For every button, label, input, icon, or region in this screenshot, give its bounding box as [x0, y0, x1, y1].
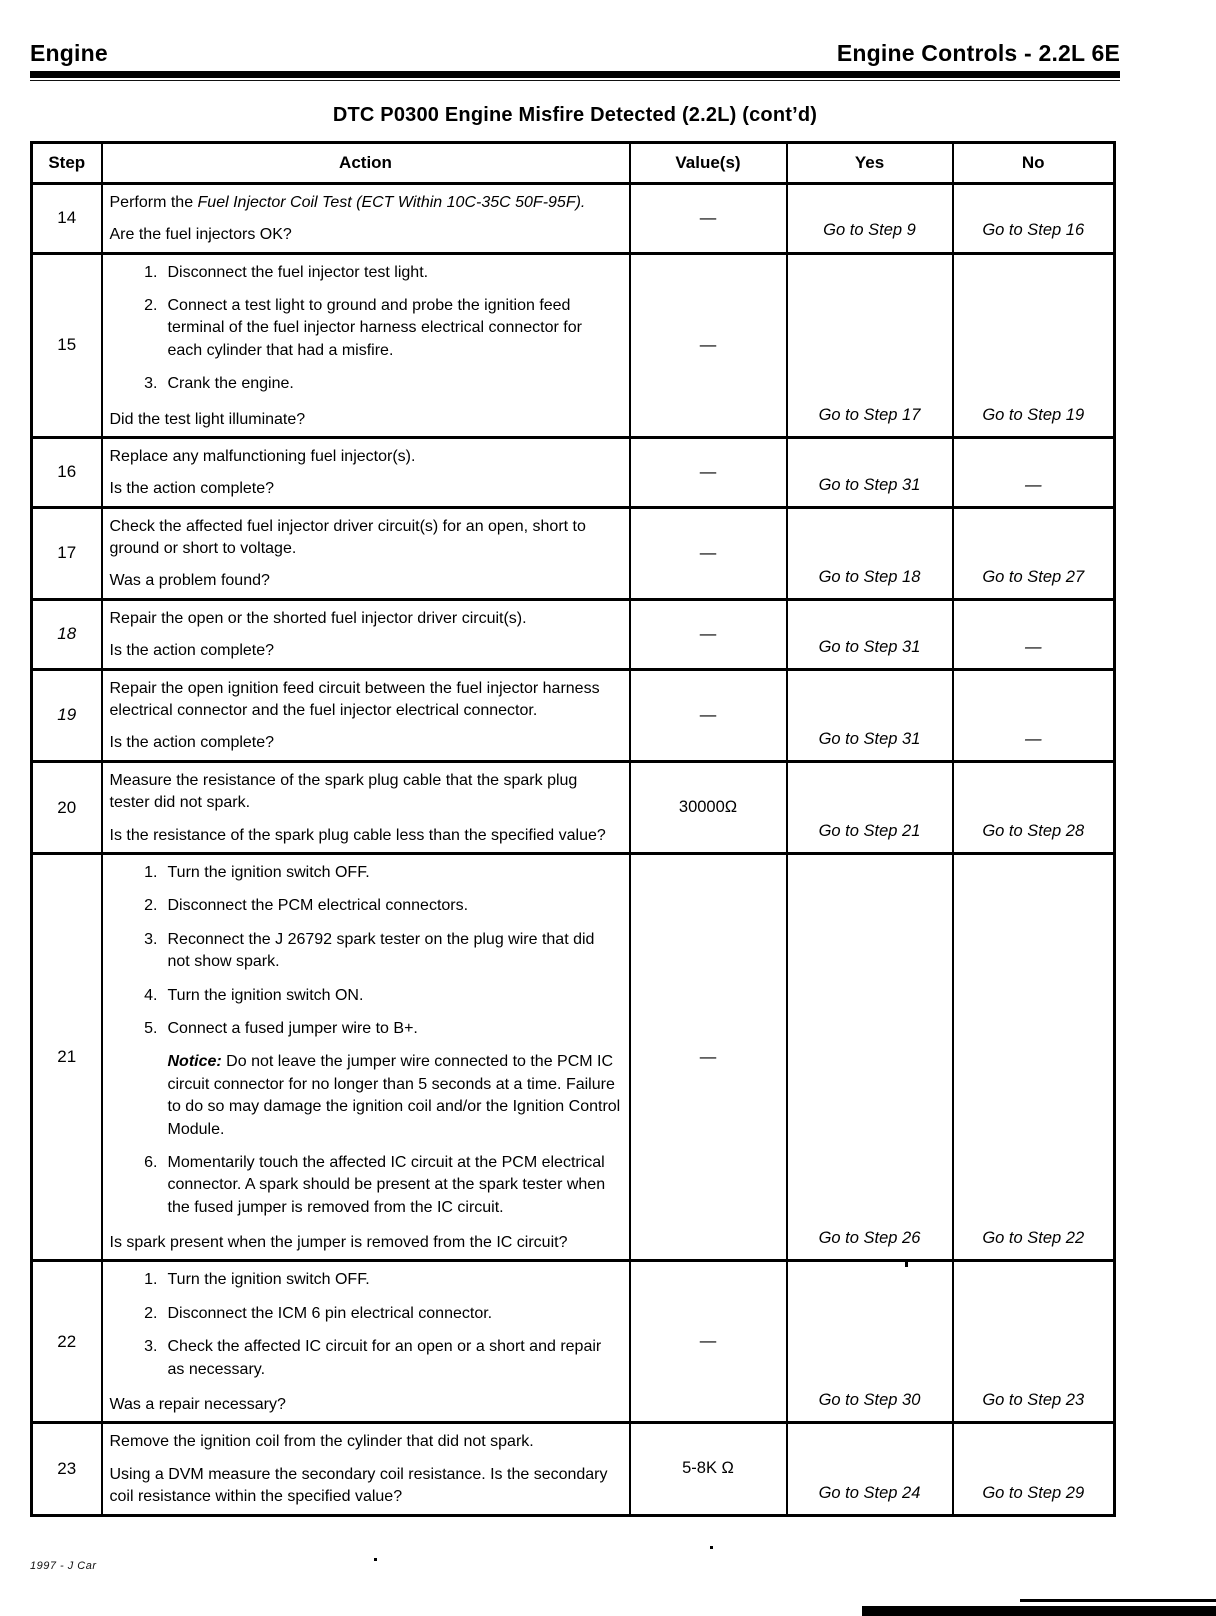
- action-list-item: [110, 1018, 621, 1040]
- value-cell: —: [630, 183, 787, 253]
- list-item-text: Disconnect the PCM electrical connectors.: [167, 897, 469, 915]
- action-cell: [102, 854, 630, 1261]
- step-number: 22: [32, 1261, 102, 1423]
- page-footer-text: 1997 - J Car: [30, 1560, 97, 1572]
- action-content: [103, 671, 629, 760]
- table-row: [32, 507, 1115, 599]
- table-row: [32, 1423, 1115, 1515]
- action-paragraph: Perform the Fuel Injector Coil Test (ECT Within 10C-35C 50F-95F).: [109, 193, 586, 211]
- no-cell: Go to Step 23: [953, 1261, 1115, 1423]
- action-list-item: [110, 1336, 621, 1381]
- list-item-text: Disconnect the ICM 6 pin electrical connector.: [167, 1304, 493, 1322]
- notice-label: Notice:: [167, 1053, 222, 1071]
- action-content: [103, 509, 629, 598]
- action-cell: [102, 1261, 630, 1423]
- no-cell: Go to Step 29: [953, 1423, 1115, 1515]
- no-cell: Go to Step 27: [953, 507, 1115, 599]
- action-question: Did the test light illuminate?: [109, 410, 306, 428]
- value-cell: —: [630, 253, 787, 437]
- action-question: Is the action complete?: [109, 480, 275, 498]
- scan-edge-line: [1020, 1599, 1216, 1602]
- action-list-item: [110, 1303, 621, 1325]
- action-paragraph: Repair the open ignition feed circuit between the fuel injector harness electrical connector and the fuel injector electrical connector.: [109, 679, 600, 720]
- diagnostic-table: [30, 141, 1116, 1517]
- list-item-text: Reconnect the J 26792 spark tester on the plug wire that did not show spark.: [167, 930, 595, 971]
- yes-cell: Go to Step 9: [787, 183, 953, 253]
- action-cell: [102, 761, 630, 853]
- yes-cell: Go to Step 24: [787, 1423, 953, 1515]
- col-header-no: No: [953, 143, 1115, 184]
- no-cell: Go to Step 28: [953, 761, 1115, 853]
- value-cell: —: [630, 1261, 787, 1423]
- step-number: 16: [32, 437, 102, 507]
- action-list-item: [110, 1269, 621, 1291]
- action-cell: [102, 599, 630, 669]
- header-rule: [30, 71, 1120, 78]
- step-number: 17: [32, 507, 102, 599]
- action-list-item: [110, 895, 621, 917]
- action-paragraph-italic: Fuel Injector Coil Test (ECT Within 10C-35C 50F-95F).: [197, 193, 586, 211]
- value-cell: —: [630, 854, 787, 1261]
- action-paragraph: Replace any malfunctioning fuel injector(s).: [109, 447, 416, 465]
- list-item-text: Crank the engine.: [167, 375, 294, 393]
- list-item-number: 5.: [144, 1019, 158, 1037]
- no-cell: —: [953, 599, 1115, 669]
- table-row: [32, 854, 1115, 1261]
- list-item-number: 2.: [144, 897, 158, 915]
- table-row: [32, 183, 1115, 253]
- list-item-text: Turn the ignition switch OFF.: [167, 1271, 370, 1289]
- action-paragraph: Remove the ignition coil from the cylinder that did not spark.: [109, 1433, 534, 1451]
- value-cell: —: [630, 669, 787, 761]
- yes-cell: Go to Step 21: [787, 761, 953, 853]
- action-list-item: [110, 929, 621, 974]
- action-paragraph: Repair the open or the shorted fuel injector driver circuit(s).: [109, 609, 527, 627]
- no-cell: Go to Step 16: [953, 183, 1115, 253]
- action-paragraph: Measure the resistance of the spark plug cable that the spark plug tester did not spark.: [109, 771, 578, 812]
- action-cell: [102, 669, 630, 761]
- action-cell: [102, 507, 630, 599]
- list-item-text: Check the affected IC circuit for an open or a short and repair as necessary.: [167, 1338, 602, 1378]
- action-question: Is the action complete?: [109, 642, 275, 660]
- scan-speck: [905, 1261, 908, 1267]
- step-number: 23: [32, 1423, 102, 1515]
- action-list-item: [110, 295, 621, 362]
- table-title: DTC P0300 Engine Misfire Detected (2.2L) (cont’d): [332, 104, 818, 126]
- action-question: Is spark present when the jumper is removed from the IC circuit?: [109, 1234, 568, 1252]
- no-cell: —: [953, 437, 1115, 507]
- notice-paragraph: Notice: Do not leave the jumper wire connected to the PCM IC circuit connector for no longer than 5 seconds at a time. Failure to do so may damage the ignition coil and/or the Ignition Control Module.: [167, 1053, 621, 1138]
- step-number: 14: [32, 183, 102, 253]
- table-header-row: [32, 143, 1115, 184]
- action-cell: [102, 1423, 630, 1515]
- list-item-number: 3.: [144, 375, 158, 393]
- scan-speck: [374, 1558, 377, 1561]
- value-cell: 5-8K Ω: [630, 1423, 787, 1515]
- yes-cell: Go to Step 31: [787, 599, 953, 669]
- value-cell: —: [630, 599, 787, 669]
- no-cell: Go to Step 22: [953, 854, 1115, 1261]
- yes-cell: Go to Step 26: [787, 854, 953, 1261]
- action-question: Is the action complete?: [109, 734, 275, 752]
- no-cell: —: [953, 669, 1115, 761]
- step-number: 19: [32, 669, 102, 761]
- list-item-number: 6.: [144, 1153, 158, 1171]
- action-paragraph: Check the affected fuel injector driver circuit(s) for an open, short to ground or short to voltage.: [109, 517, 586, 558]
- table-row: [32, 437, 1115, 507]
- list-item-number: 1.: [144, 864, 158, 881]
- list-item-number: 3.: [144, 930, 158, 948]
- table-row: [32, 761, 1115, 853]
- step-number: 15: [32, 253, 102, 437]
- action-question: Is the resistance of the spark plug cable less than the specified value?: [109, 826, 606, 844]
- action-list-item: [110, 262, 621, 284]
- value-cell: —: [630, 437, 787, 507]
- col-header-step: Step: [32, 143, 102, 184]
- action-question: Was a repair necessary?: [109, 1396, 286, 1414]
- action-content: [103, 1424, 629, 1513]
- action-content: [103, 255, 629, 436]
- action-list-item: [110, 1152, 621, 1219]
- step-number: 21: [32, 854, 102, 1261]
- table-row: [32, 253, 1115, 437]
- action-content: [103, 185, 629, 252]
- action-question: Was a problem found?: [109, 572, 270, 590]
- list-item-number: 1.: [144, 1271, 158, 1289]
- list-item-number: 2.: [144, 1304, 158, 1322]
- action-cell: [102, 253, 630, 437]
- list-item-number: 1.: [144, 263, 158, 281]
- action-content: [103, 439, 629, 506]
- col-header-yes: Yes: [787, 143, 953, 184]
- action-question: Using a DVM measure the secondary coil resistance. Is the secondary coil resistance within the specified value?: [109, 1465, 608, 1506]
- value-cell: 30000Ω: [630, 761, 787, 853]
- action-list-item: [110, 373, 621, 395]
- yes-cell: Go to Step 31: [787, 669, 953, 761]
- action-list-item: [110, 985, 621, 1007]
- action-content: [103, 1262, 629, 1421]
- page-header: [30, 0, 1120, 67]
- table-row: [32, 1261, 1115, 1423]
- list-item-number: 4.: [144, 986, 158, 1004]
- col-header-values: Value(s): [630, 143, 787, 184]
- action-list-item: [110, 862, 621, 884]
- header-section-label: Engine: [30, 40, 108, 66]
- action-cell: [102, 437, 630, 507]
- list-item-text: Momentarily touch the affected IC circuit at the PCM electrical connector. A spark should be present at the spark tester when the fused jumper is removed from the IC circuit.: [167, 1153, 606, 1216]
- step-number: 18: [32, 599, 102, 669]
- action-question: Are the fuel injectors OK?: [109, 226, 292, 244]
- no-cell: Go to Step 19: [953, 253, 1115, 437]
- list-item-text: Disconnect the fuel injector test light.: [167, 263, 429, 281]
- yes-cell: Go to Step 18: [787, 507, 953, 599]
- yes-cell: Go to Step 17: [787, 253, 953, 437]
- table-row: [32, 599, 1115, 669]
- scan-edge-bar: [862, 1606, 1216, 1616]
- action-content: [103, 601, 629, 668]
- col-header-action: Action: [102, 143, 630, 184]
- action-content: [103, 763, 629, 852]
- action-cell: [102, 183, 630, 253]
- yes-cell: Go to Step 30: [787, 1261, 953, 1423]
- list-item-number: 3.: [144, 1338, 158, 1356]
- list-item-text: Turn the ignition switch ON.: [167, 986, 364, 1004]
- value-cell: —: [630, 507, 787, 599]
- list-item-number: 2.: [144, 296, 158, 314]
- list-item-text: Turn the ignition switch OFF.: [167, 864, 370, 881]
- step-number: 20: [32, 761, 102, 853]
- list-item-text: Connect a test light to ground and probe the ignition feed terminal of the fuel injector harness electrical connector for each cylinder that had a misfire.: [167, 296, 582, 359]
- list-item-text: Connect a fused jumper wire to B+.: [167, 1019, 418, 1037]
- scan-speck: [710, 1546, 713, 1549]
- yes-cell: Go to Step 31: [787, 437, 953, 507]
- action-content: [103, 855, 629, 1259]
- table-row: [32, 669, 1115, 761]
- header-chapter-label: Engine Controls - 2.2L 6E: [836, 40, 1120, 66]
